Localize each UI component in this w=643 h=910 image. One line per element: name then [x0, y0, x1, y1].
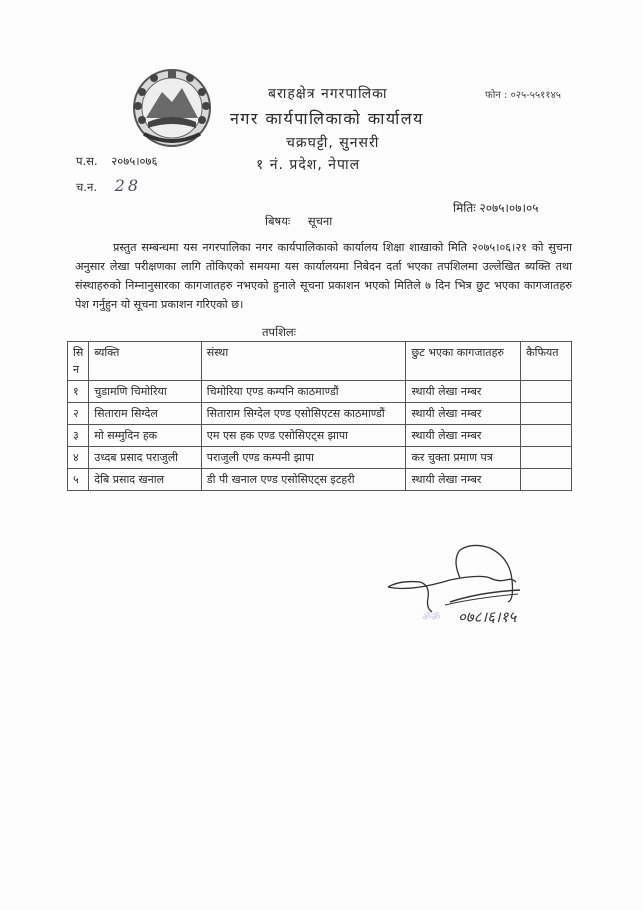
cell-missing-documents: स्थायी लेखा नम्बर [406, 403, 521, 425]
cell-serial: ५ [68, 469, 89, 491]
cn-label: च.न. [76, 180, 97, 194]
letter-date: मितिः २०७५।०७।०५ [453, 201, 539, 215]
cell-person: चुडामणि चिमोरिया [89, 381, 202, 403]
letterhead-office: नगर कार्यपालिकाको कार्यालय [230, 109, 424, 128]
reference-ps [76, 154, 158, 169]
table-row [68, 381, 572, 403]
letterhead-municipality: बराहक्षेत्र नगरपालिका [268, 86, 388, 102]
subject-label: बिषयः [265, 214, 291, 228]
svg-text:ॐॐ: ॐॐ [422, 612, 441, 623]
ps-label: प.स. [76, 154, 98, 168]
signature [380, 540, 570, 635]
cell-organization: डी पी खनाल एण्ड एसोसिएट्स इटहरी [201, 469, 406, 491]
header-organization: संस्था [201, 342, 406, 381]
table-title: तपशिलः [262, 325, 297, 339]
subject-value: सूचना [307, 214, 333, 228]
cell-remarks [521, 381, 572, 403]
header-remarks: कैफियत [521, 342, 572, 381]
subject-line [265, 214, 332, 229]
cell-person: मो सम्मुदिन हक [89, 425, 202, 447]
cell-missing-documents: स्थायी लेखा नम्बर [406, 469, 521, 491]
letterhead-address: चक्रघट्टी, सुनसरी [286, 135, 380, 151]
table-header-row [68, 342, 572, 381]
cell-missing-documents: स्थायी लेखा नम्बर [406, 425, 521, 447]
cell-organization: एम एस हक एण्ड एसोसिएट्स झापा [201, 425, 406, 447]
cell-organization: पराजुली एण्ड कम्पनी झापा [201, 447, 406, 469]
header-missing-documents: छुट भएका कागजातहरु [406, 342, 521, 381]
cell-serial: २ [68, 403, 89, 425]
signature-date: ०७८।६।१५ [458, 608, 517, 626]
cell-remarks [521, 403, 572, 425]
header-serial: सि न [68, 342, 89, 381]
table-row [68, 403, 572, 425]
cell-remarks [521, 447, 572, 469]
cell-remarks [521, 469, 572, 491]
cell-organization: सिताराम सिग्देल एण्ड एसोसिएटस काठमाण्डौं [201, 403, 406, 425]
details-table [67, 341, 572, 491]
phone-number: फोन : ०२५-५५११४५ [485, 90, 561, 101]
cell-person: देबि प्रसाद खनाल [89, 469, 202, 491]
cell-missing-documents: स्थायी लेखा नम्बर [406, 381, 521, 403]
letterhead-province: १ नं. प्रदेश, नेपाल [256, 157, 361, 173]
table-row [68, 447, 572, 469]
cell-serial: ३ [68, 425, 89, 447]
nepal-emblem-icon [128, 62, 216, 150]
cell-serial: ४ [68, 447, 89, 469]
table-row [68, 425, 572, 447]
cell-remarks [521, 425, 572, 447]
header-person: ब्यक्ति [89, 342, 202, 381]
cell-organization: चिमोरिया एण्ड कम्पनि काठमाण्डौं [201, 381, 406, 403]
reference-cn [76, 176, 141, 195]
table-row [68, 469, 572, 491]
cn-value: 28 [114, 176, 142, 195]
ps-value: २०७५।०७६ [111, 154, 158, 168]
cell-serial: १ [68, 381, 89, 403]
notice-body: प्रस्तुत सम्बन्धमा यस नगरपालिका नगर कार्यपालिकाको कार्यालय शिक्षा शाखाको मिति २०७५।०६।२१ को सुचना अनुसार लेखा परीक्षणका लागि तोकिएको समयमा यस कार्यालयमा निबेदन दर्ता भएका तपशिलमा उल्लेखित ब्यक्ति तथा संस्थाहरुको निम्नानुसारका कागजातहरु नभएको हुनाले सूचना प्रकाशन भएको मितिले ७ दिन भित्र छुट भएका कागजातहरु पेश गर्नुहुन यो सूचना प्रकाशन गरिएको छ। [75, 241, 572, 311]
cell-person: उध्दब प्रसाद पराजुली [89, 447, 202, 469]
cell-person: सिताराम सिग्देल [89, 403, 202, 425]
cell-missing-documents: कर चुक्ता प्रमाण पत्र [406, 447, 521, 469]
